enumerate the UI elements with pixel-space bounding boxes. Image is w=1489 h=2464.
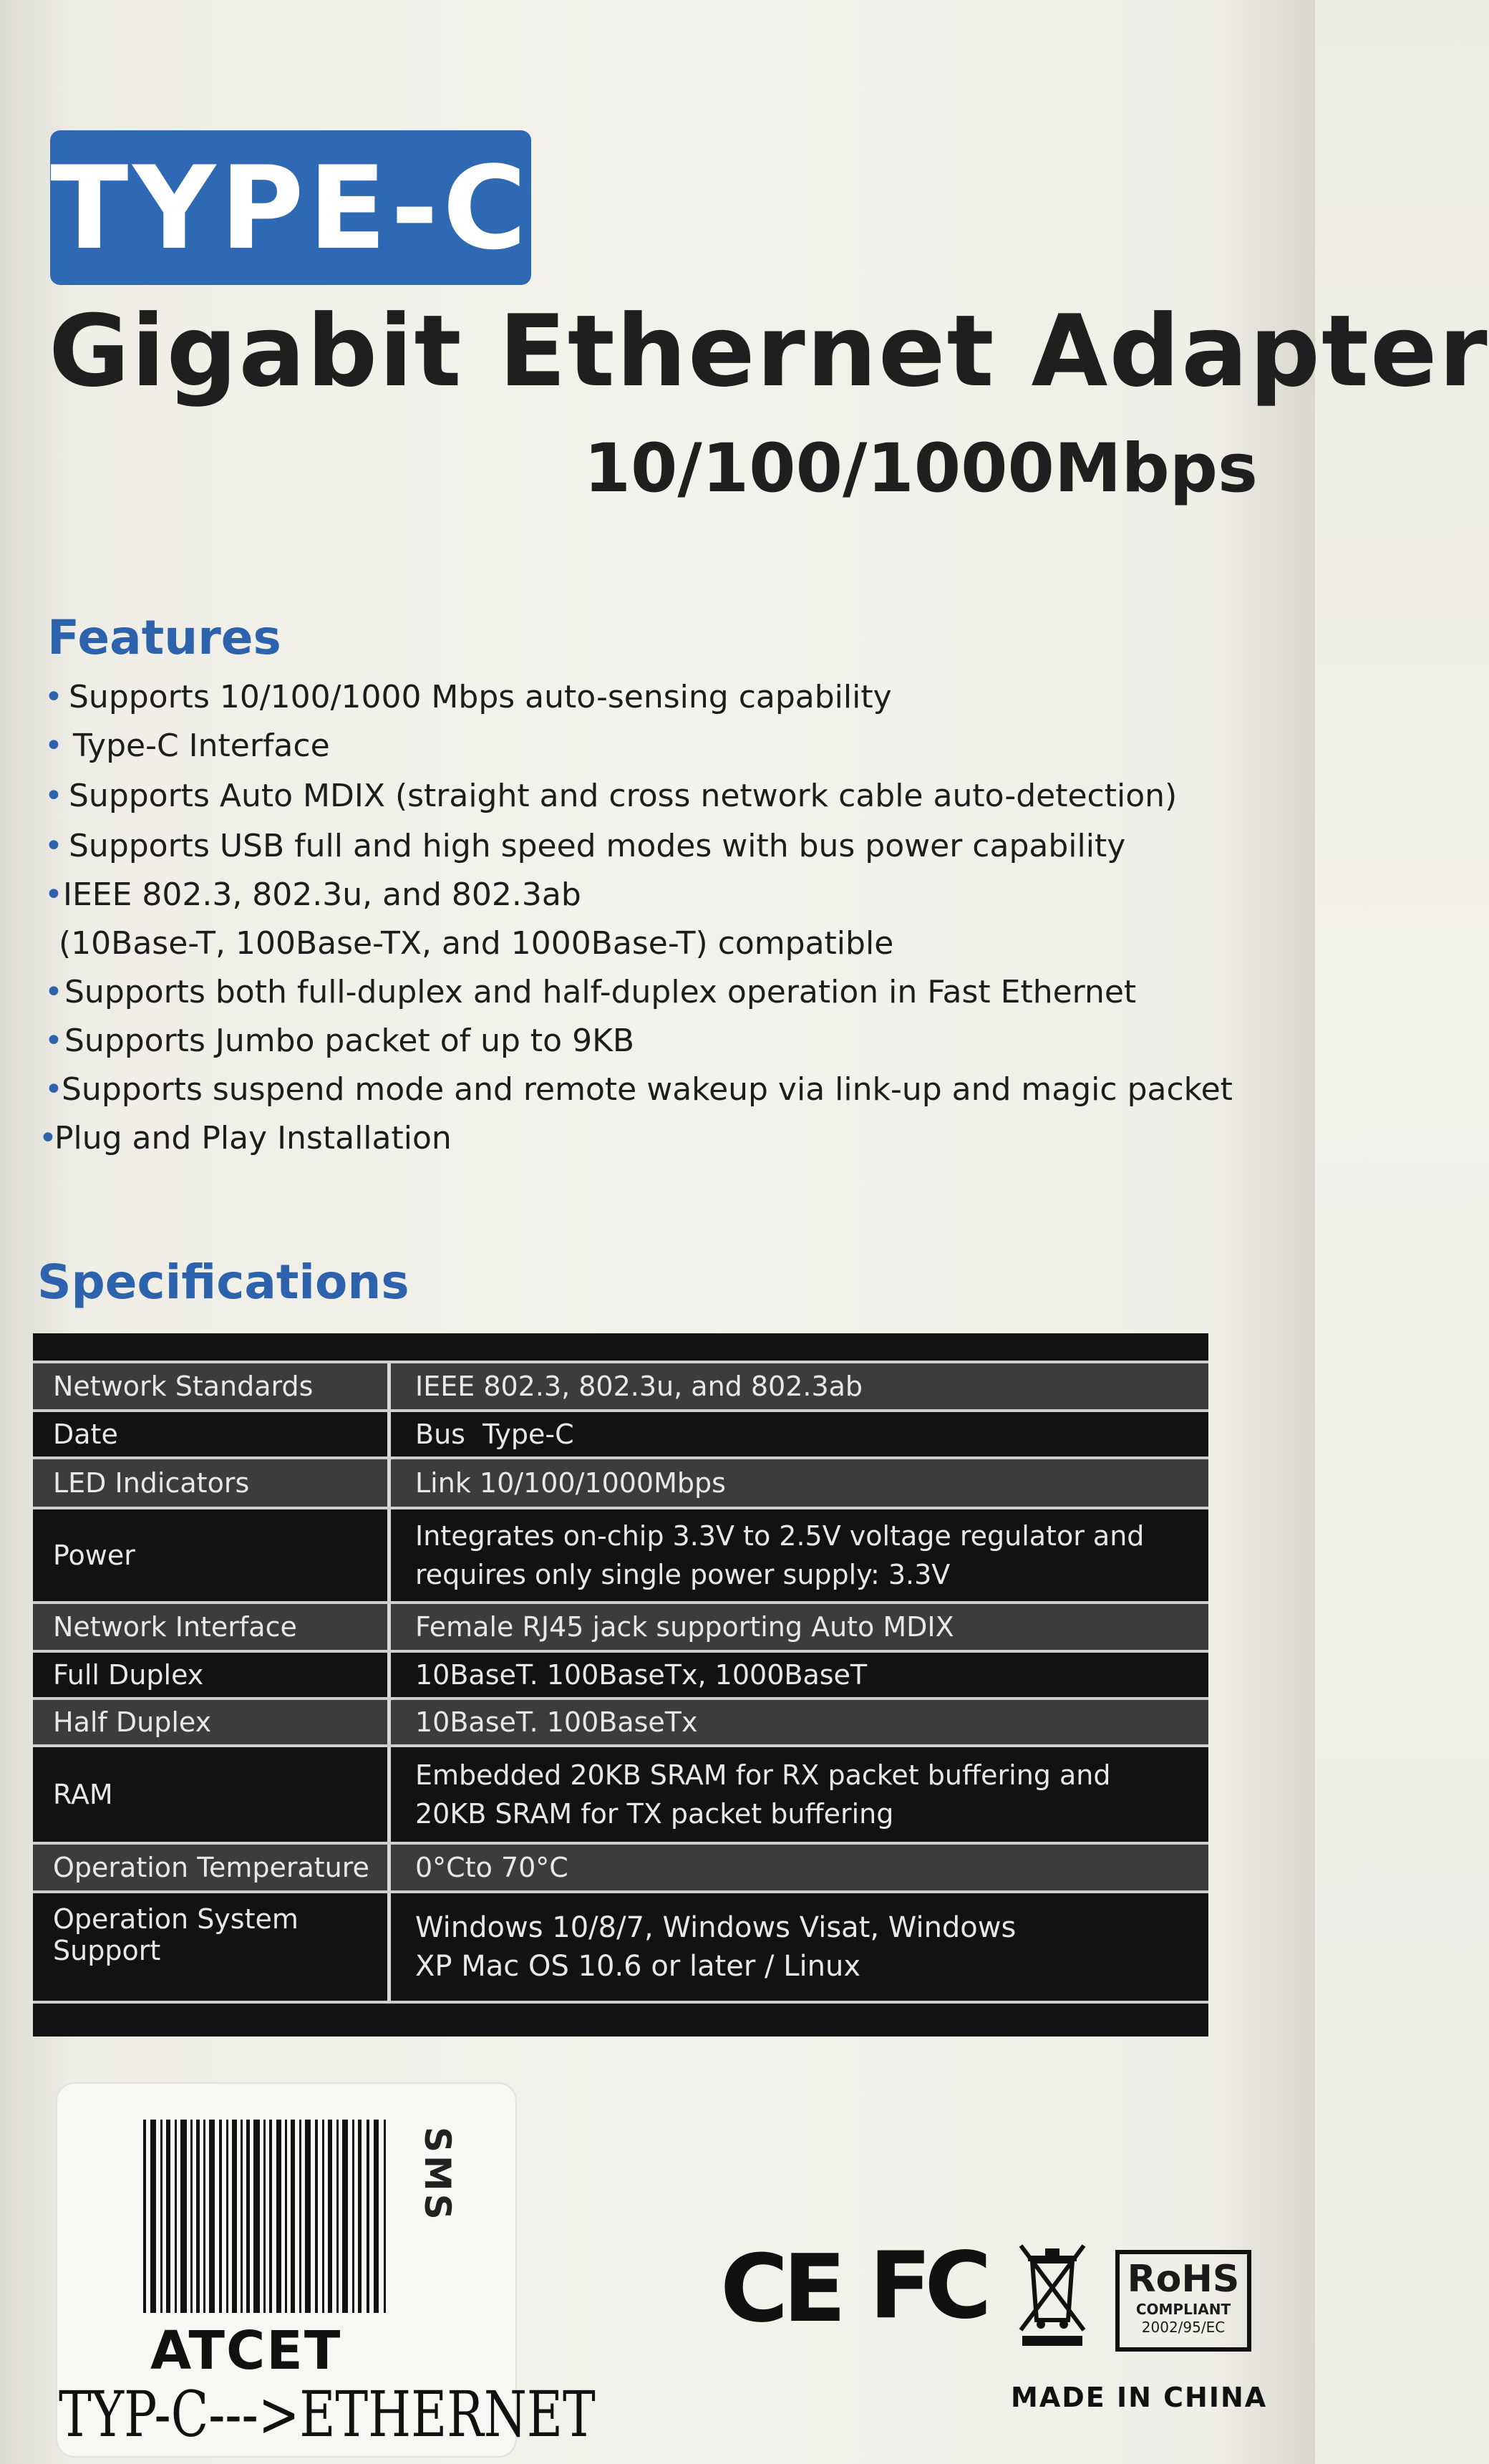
- made-in-label: MADE IN CHINA: [1011, 2382, 1268, 2413]
- bullet-icon: •: [44, 1071, 63, 1108]
- spec-key: Full Duplex: [33, 1653, 391, 1697]
- table-row: [33, 1363, 1208, 1409]
- fcc-mark-icon: FC: [869, 2233, 985, 2339]
- spec-value: 10BaseT. 100BaseTx: [391, 1700, 1208, 1744]
- bullet-icon: •: [44, 679, 63, 715]
- feature-text: Supports USB full and high speed modes with bus power capability: [69, 828, 1126, 864]
- bullet-icon: •: [44, 1023, 63, 1059]
- rohs-subtitle: COMPLIANT: [1135, 2301, 1231, 2318]
- spec-value: Link 10/100/1000Mbps: [391, 1459, 1208, 1507]
- spec-value: Female RJ45 jack supporting Auto MDIX: [391, 1604, 1208, 1650]
- rohs-title: RoHS: [1127, 2258, 1240, 2301]
- table-row: [33, 1653, 1208, 1697]
- product-title: Gigabit Ethernet Adapter: [49, 294, 1489, 409]
- spec-key: LED Indicators: [33, 1459, 391, 1507]
- table-row: [33, 1700, 1208, 1744]
- speed-rating: 10/100/1000Mbps: [583, 430, 1258, 508]
- ce-mark-icon: CE: [720, 2234, 841, 2343]
- bullet-icon: •: [44, 876, 63, 913]
- feature-item: [44, 822, 1304, 871]
- bullet-icon: •: [44, 778, 63, 814]
- barcode-icon: [143, 2120, 408, 2313]
- bullet-icon: •: [44, 828, 63, 864]
- bullet-icon: •: [44, 974, 63, 1010]
- table-footer-bar: [33, 2004, 1208, 2037]
- type-c-badge: [50, 130, 531, 285]
- feature-text: Supports Jumbo packet of up to 9KB: [64, 1023, 635, 1059]
- table-row: [33, 1412, 1208, 1456]
- specifications-heading: Specifications: [37, 1255, 409, 1310]
- feature-text: IEEE 802.3, 802.3u, and 802.3ab: [63, 876, 581, 913]
- spec-key: Network Interface: [33, 1604, 391, 1650]
- spec-key: Operation Temperature: [33, 1845, 391, 1890]
- feature-item: [44, 722, 1304, 770]
- spec-value: 0°Cto 70°C: [391, 1845, 1208, 1890]
- spec-key: Network Standards: [33, 1363, 391, 1409]
- spec-key: Half Duplex: [33, 1700, 391, 1744]
- features-heading: Features: [47, 610, 281, 665]
- feature-item: [44, 770, 1304, 822]
- bullet-icon: •: [39, 1120, 57, 1156]
- badge-text: TYPE-C: [50, 140, 531, 275]
- feature-text-continued: (10Base-T, 100Base-TX, and 1000Base-T) compatible: [59, 925, 894, 962]
- weee-bin-icon: [1017, 2241, 1088, 2349]
- sticker-label: TYP-C--->ETHERNET: [59, 2377, 596, 2451]
- table-row: [33, 1604, 1208, 1650]
- spec-key: Operation System Support: [33, 1893, 391, 2001]
- spec-value: IEEE 802.3, 802.3u, and 802.3ab: [391, 1363, 1208, 1409]
- table-header-bar: [33, 1333, 1208, 1361]
- feature-text: Supports suspend mode and remote wakeup via link-up and magic packet: [62, 1071, 1233, 1108]
- table-row: [33, 1893, 1208, 2001]
- specifications-table: [33, 1333, 1208, 2037]
- feature-item: [44, 673, 1304, 722]
- rohs-code: 2002/95/EC: [1141, 2319, 1226, 2336]
- spec-value: Windows 10/8/7, Windows Visat, Windows XP Mac OS 10.6 or later / Linux: [391, 1893, 1208, 2001]
- table-row: [33, 1747, 1208, 1842]
- feature-text: Supports Auto MDIX (straight and cross network cable auto-detection): [69, 778, 1178, 814]
- spec-key: Power: [33, 1509, 391, 1601]
- spec-value: Embedded 20KB SRAM for RX packet buffering and 20KB SRAM for TX packet buffering: [391, 1747, 1208, 1842]
- table-row: [33, 1845, 1208, 1890]
- sticker-brand: ATCET: [150, 2320, 342, 2382]
- spec-key: Date: [33, 1412, 391, 1456]
- barcode-sticker: [57, 2084, 596, 2456]
- feature-text: Supports both full-duplex and half-duplex operation in Fast Ethernet: [64, 974, 1137, 1010]
- feature-item: [39, 1114, 1299, 1163]
- bullet-icon: •: [44, 728, 63, 764]
- feature-text: Type-C Interface: [73, 728, 330, 764]
- feature-text: Supports 10/100/1000 Mbps auto-sensing capability: [69, 679, 892, 715]
- spec-value: 10BaseT. 100BaseTx, 1000BaseT: [391, 1653, 1208, 1697]
- table-row: [33, 1459, 1208, 1507]
- spec-value: Integrates on-chip 3.3V to 2.5V voltage regulator and requires only single power supply: 3.3V: [391, 1509, 1208, 1601]
- feature-text: Plug and Play Installation: [54, 1120, 452, 1156]
- rohs-badge: [1115, 2250, 1251, 2352]
- feature-item: [44, 1017, 1304, 1066]
- sticker-side-text: SMS: [417, 2127, 458, 2223]
- feature-item: [44, 1066, 1304, 1114]
- table-row: [33, 1509, 1208, 1601]
- feature-item: [44, 871, 1304, 968]
- spec-key: RAM: [33, 1747, 391, 1842]
- feature-item: [44, 968, 1304, 1017]
- spec-value: Bus Type-C: [391, 1412, 1208, 1456]
- features-list: [39, 673, 1304, 1163]
